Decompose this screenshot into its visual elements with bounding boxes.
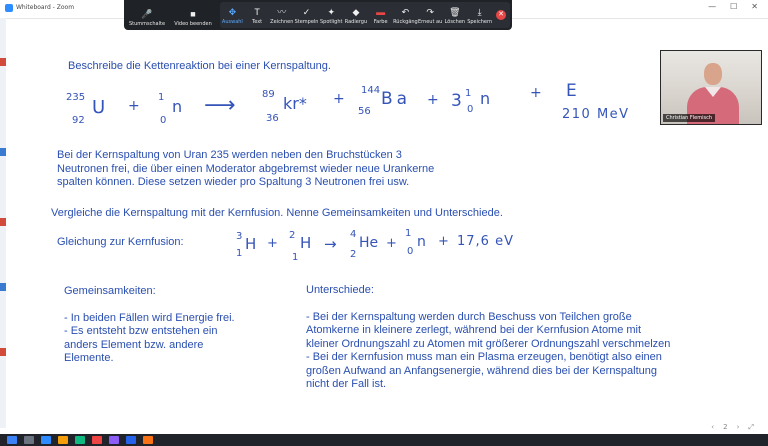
close-window-button[interactable]: ✕ [751, 2, 758, 11]
fission-equation [66, 81, 630, 126]
differences-line: - Bei der Kernfusion muss man ein Plasma erzeugen, benötigt also einen [306, 351, 662, 363]
plus-sign: + [530, 85, 542, 101]
answer-1-text [57, 149, 434, 190]
tool-save[interactable]: ⤓ Speichern [467, 7, 493, 25]
similarities-line: anders Element bzw. andere [64, 338, 204, 351]
start-icon[interactable] [7, 436, 17, 444]
fusion-equation-label: Gleichung zur Kernfusion: [57, 236, 184, 248]
redo-icon: ↷ [426, 7, 434, 17]
taskbar-app-icon[interactable] [41, 436, 51, 444]
tool-spotlight[interactable]: ✦ Spotlight [320, 7, 343, 25]
fusion-arrow: → [324, 235, 337, 253]
fusion-equation [236, 228, 514, 263]
maximize-button[interactable]: ☐ [730, 2, 738, 11]
h2-symbol: H [300, 234, 312, 252]
differences-heading: Unterschiede: [306, 284, 374, 296]
spotlight-icon: ✦ [327, 7, 335, 17]
neutron-atomic-number: 0 [407, 246, 414, 257]
neutron-mass-number: 1 [158, 92, 165, 103]
tool-redo[interactable]: ↷ Erneut au [417, 7, 443, 25]
differences-line: kleiner Ordnungszahl zu Atomen mit größerer Ordnungszahl verschmelzen [306, 337, 671, 350]
stop-video-button[interactable]: ■ Video beenden [174, 9, 212, 27]
answer-1-line: spalten können. Diese setzen wieder pro Spaltung 3 Neutronen frei usw. [57, 176, 410, 188]
h3-symbol: H [245, 235, 257, 253]
close-icon: ✕ [496, 10, 506, 20]
kr-symbol: kr* [283, 94, 307, 113]
energy-symbol: E [566, 81, 577, 101]
answer-1-line: Bei der Kernspaltung von Uran 235 werden neben den Bruchstücken 3 [57, 149, 402, 161]
plus-sign: + [386, 236, 397, 251]
similarities-block [64, 285, 235, 366]
checkmark-icon: ✓ [302, 7, 311, 17]
tool-text[interactable]: T Text [252, 7, 263, 25]
plus-sign: + [128, 98, 140, 114]
tool-select[interactable]: ✥ Auswahl [221, 7, 243, 25]
tool-format[interactable]: ▬ Farbe [373, 7, 388, 25]
tool-eraser[interactable]: ◆ Radiergu [344, 7, 368, 25]
window-title: Whiteboard - Zoom [16, 4, 75, 11]
he-mass-number: 4 [350, 229, 357, 240]
h3-atomic-number: 1 [236, 248, 243, 259]
neutron-atomic-number: 0 [467, 104, 474, 115]
plus-sign: + [427, 92, 439, 108]
taskbar-app-icon[interactable] [75, 436, 85, 444]
h3-mass-number: 3 [236, 231, 243, 242]
similarities-heading: Gemeinsamkeiten: [64, 285, 156, 297]
ba-symbol: Ba [381, 89, 412, 109]
fusion-energy: 17,6 eV [457, 234, 514, 249]
answer-1-line: Neutronen frei, die über einen Moderator abgebremst wieder neue Urankerne [57, 162, 435, 175]
tool-undo[interactable]: ↶ Rückgäng [393, 7, 418, 25]
eraser-icon: ◆ [352, 7, 360, 17]
taskbar-app-icon[interactable] [24, 436, 34, 444]
neutron-symbol: n [417, 234, 426, 250]
os-taskbar [0, 434, 768, 446]
neutron-atomic-number: 0 [160, 115, 167, 126]
plus-sign: + [438, 234, 449, 249]
u-atomic-number: 92 [72, 115, 85, 126]
he-atomic-number: 2 [350, 249, 357, 260]
taskbar-app-icon[interactable] [109, 436, 119, 444]
h2-atomic-number: 1 [292, 252, 299, 263]
differences-line: - Bei der Kernspaltung werden durch Beschuss von Teilchen große [306, 310, 632, 323]
neutron-mass-number: 1 [405, 228, 412, 239]
page-navigation [711, 423, 754, 432]
text-icon: T [254, 7, 260, 17]
reaction-arrow: ⟶ [204, 93, 236, 118]
similarities-line: - Es entsteht bzw entstehen ein [64, 325, 218, 337]
tool-stamp[interactable]: ✓ Stempeln [294, 7, 319, 25]
kr-mass-number: 89 [262, 89, 275, 100]
tool-clear[interactable]: 🗑 Löschen [444, 7, 466, 25]
ba-atomic-number: 56 [358, 106, 371, 117]
plus-sign: + [333, 91, 345, 107]
he-symbol: He [359, 235, 379, 251]
undo-icon: ↶ [401, 7, 410, 17]
select-arrows-icon: ✥ [228, 7, 237, 17]
differences-line: nicht der Fall ist. [306, 378, 387, 390]
taskbar-app-icon[interactable] [58, 436, 68, 444]
u-symbol: U [92, 97, 106, 118]
taskbar-app-icon[interactable] [126, 436, 136, 444]
kr-atomic-number: 36 [266, 113, 279, 124]
minimize-button[interactable]: — [708, 2, 717, 11]
differences-line: großen Aufwand an Anfangsenergie, während dies bei der Kernspaltung [306, 364, 658, 377]
neutron-symbol: n [480, 89, 491, 108]
similarities-line: Elemente. [64, 352, 114, 364]
plus-sign: + [267, 236, 278, 251]
trash-icon: 🗑 [449, 7, 461, 17]
energy-value: 210 MeV [562, 107, 630, 122]
microphone-icon: 🎤 [141, 9, 153, 19]
next-page-button[interactable]: › [736, 423, 740, 431]
neutron-coefficient: 3 [451, 91, 462, 111]
h2-mass-number: 2 [289, 230, 296, 241]
task-1-prompt: Beschreibe die Kettenreaktion bei einer Kernspaltung. [68, 60, 331, 72]
page-number: 2 [723, 423, 728, 431]
neutron-mass-number: 1 [465, 88, 472, 99]
taskbar-app-icon[interactable] [92, 436, 102, 444]
task-2-prompt: Vergleiche die Kernspaltung mit der Kernfusion. Nenne Gemeinsamkeiten und Unterschiede. [51, 207, 503, 219]
ba-mass-number: 144 [361, 85, 381, 96]
differences-block [306, 284, 670, 392]
u-mass-number: 235 [66, 92, 86, 103]
taskbar-app-icon[interactable] [143, 436, 153, 444]
tool-draw[interactable]: 〰 Zeichnen [270, 7, 294, 25]
similarities-line: - In beiden Fällen wird Energie frei. [64, 311, 235, 324]
expand-icon[interactable]: ⤢ [748, 423, 754, 431]
color-swatch-icon: ▬ [376, 7, 386, 17]
participant-name: Christian Flemisch [663, 114, 715, 122]
mute-button[interactable]: 🎤 Stummschalte [128, 9, 166, 27]
neutron-symbol: n [172, 97, 183, 116]
save-icon: ⤓ [477, 7, 482, 17]
differences-line: Atomkerne in kleinere zerlegt, während bei der Kernfusion Atome mit [306, 324, 642, 336]
video-camera-icon: ■ [190, 9, 196, 19]
previous-page-button[interactable]: ‹ [711, 423, 715, 431]
squiggle-icon: 〰 [277, 7, 287, 17]
